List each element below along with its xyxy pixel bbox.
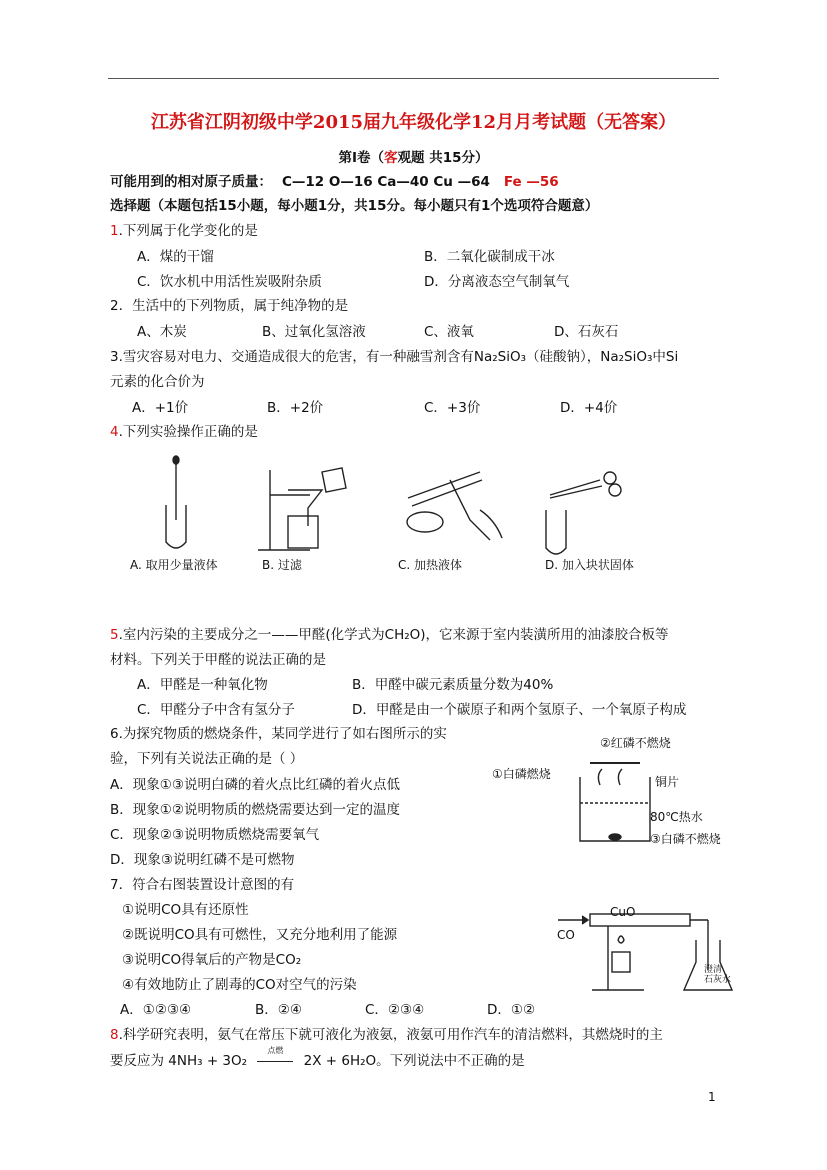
- q1-option-a[interactable]: A．煤的干馏: [137, 249, 214, 265]
- q7-option-d[interactable]: D．①②: [487, 1002, 536, 1018]
- q8-stem-line2: 要反应为 4NH₃ + 3O₂ 点燃 2X + 6H₂O。下列说法中不正确的是: [110, 1046, 525, 1069]
- q3-option-d[interactable]: D．+4价: [560, 400, 618, 416]
- q6-label-red-phosphorus: ②红磷不燃烧: [600, 736, 671, 750]
- q2-option-b[interactable]: B、过氧化氢溶液: [262, 324, 366, 340]
- q4-apparatus-illustrations: [110, 450, 650, 560]
- heating-tube-icon: [407, 472, 502, 540]
- q6-label-white-phosphorus-no-burn: ③白磷不燃烧: [650, 832, 721, 846]
- q7-option-c[interactable]: C．②③④: [365, 1002, 425, 1018]
- q1-option-d[interactable]: D．分离液态空气制氧气: [424, 274, 570, 290]
- q1-option-c[interactable]: C．饮水机中用活性炭吸附杂质: [137, 274, 322, 290]
- page-number: 1: [708, 1090, 716, 1104]
- q7-label-cuo: CuO: [610, 905, 636, 919]
- tongs-test-tube-icon: [546, 472, 621, 554]
- q3-option-b[interactable]: B．+2价: [267, 400, 324, 416]
- q3-stem-line1: 3.雪灾容易对电力、交通造成很大的危害，有一种融雪剂含有Na₂SiO₃（硅酸钠），Na₂SiO₃中Si: [110, 349, 679, 365]
- q5-stem-line2: 材料。下列关于甲醛的说法正确的是: [110, 652, 326, 668]
- q2-stem: 2．生活中的下列物质，属于纯净物的是: [110, 298, 349, 314]
- q1-stem: 1.下列属于化学变化的是: [110, 223, 258, 239]
- q5-option-b[interactable]: B．甲醛中碳元素质量分数为40%: [352, 677, 554, 693]
- q8-ignite-condition: 点燃: [267, 1046, 284, 1055]
- q4-caption-b[interactable]: B. 过滤: [262, 558, 302, 572]
- atomic-masses: 可能用到的相对原子质量： C—12 O—16 Ca—40 Cu —64 Fe —56: [110, 174, 559, 190]
- q6-stem-line2: 验，下列有关说法正确的是（ ）: [110, 751, 304, 767]
- q5-stem-line1: 5.室内污染的主要成分之一——甲醛(化学式为CH₂O)，它来源于室内装潢所用的油漆胶合板等: [110, 627, 669, 643]
- q2-option-a[interactable]: A、木炭: [137, 324, 187, 340]
- page-title: 江苏省江阴初级中学2015届九年级化学12月月考试题（无答案）: [150, 112, 677, 133]
- section-heading: 第Ⅰ卷（客观题 共15分）: [338, 150, 489, 166]
- q5-option-d[interactable]: D．甲醛是由一个碳原子和两个氢原子、一个氧原子构成: [352, 702, 687, 718]
- q5-option-a[interactable]: A．甲醛是一种氧化物: [137, 677, 268, 693]
- q7-statement-2: ②既说明CO具有可燃性，又充分地利用了能源: [122, 927, 398, 943]
- q3-option-a[interactable]: A．+1价: [132, 400, 189, 416]
- q3-stem-line2: 元素的化合价为: [110, 374, 205, 390]
- q5-option-c[interactable]: C．甲醛分子中含有氢分子: [137, 702, 295, 718]
- q6-option-c[interactable]: C．现象②③说明物质燃烧需要氧气: [110, 827, 320, 843]
- q7-statement-3: ③说明CO得氧后的产物是CO₂: [122, 952, 302, 968]
- header-rule: [108, 78, 719, 79]
- q1-option-b[interactable]: B．二氧化碳制成干冰: [424, 249, 555, 265]
- q6-label-hot-water: 80℃热水: [650, 810, 703, 824]
- q2-option-d[interactable]: D、石灰石: [554, 324, 619, 340]
- filter-funnel-icon: [258, 468, 346, 550]
- q4-caption-a[interactable]: A. 取用少量液体: [130, 558, 218, 572]
- q7-statement-4: ④有效地防止了剧毒的CO对空气的污染: [122, 977, 357, 993]
- q4-caption-c[interactable]: C. 加热液体: [398, 558, 463, 572]
- q6-option-d[interactable]: D．现象③说明红磷不是可燃物: [110, 852, 295, 868]
- q6-stem-line1: 6.为探究物质的燃烧条件，某同学进行了如右图所示的实: [110, 726, 447, 742]
- q4-stem: 4.下列实验操作正确的是: [110, 424, 258, 440]
- dropper-test-tube-icon: [166, 456, 186, 548]
- q7-statement-1: ①说明CO具有还原性: [122, 902, 249, 918]
- q3-option-c[interactable]: C．+3价: [424, 400, 481, 416]
- q6-option-b[interactable]: B．现象①②说明物质的燃烧需要达到一定的温度: [110, 802, 400, 818]
- q7-option-b[interactable]: B．②④: [255, 1002, 302, 1018]
- q7-stem: 7．符合右图装置设计意图的有: [110, 877, 295, 893]
- q6-label-copper-sheet: 铜片: [655, 775, 680, 789]
- q7-label-co: CO: [557, 928, 575, 942]
- q6-label-white-phosphorus-burns: ①白磷燃烧: [492, 767, 551, 781]
- q2-option-c[interactable]: C、液氧: [424, 324, 474, 340]
- q7-label-limewater-1: 澄清: [704, 965, 723, 975]
- q7-option-a[interactable]: A．①②③④: [120, 1002, 192, 1018]
- q7-label-limewater-2: 石灰水: [704, 975, 732, 985]
- instructions: 选择题（本题包括15小题，每小题1分，共15分。每小题只有1个选项符合题意）: [110, 198, 599, 214]
- q6-option-a[interactable]: A．现象①③说明白磷的着火点比红磷的着火点低: [110, 777, 400, 793]
- q4-caption-d[interactable]: D. 加入块状固体: [545, 558, 634, 572]
- q8-stem-line1: 8.科学研究表明，氨气在常压下就可液化为液氨，液氨可用作汽车的清洁燃料，其燃烧时的主: [110, 1027, 663, 1043]
